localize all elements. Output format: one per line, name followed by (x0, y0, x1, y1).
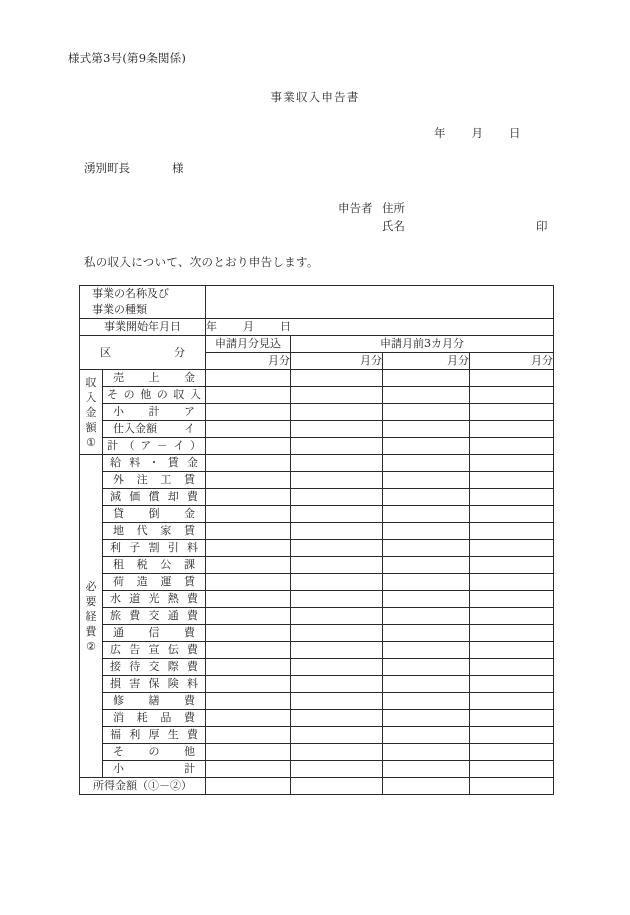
start-date-label: 事業開始年月日 (80, 319, 206, 336)
table-body (80, 286, 554, 795)
expense-row-label (103, 472, 206, 489)
expense-cell-month-2[interactable] (383, 761, 470, 778)
expense-cell-estimate[interactable] (206, 608, 291, 625)
expense-cell-estimate[interactable] (206, 744, 291, 761)
start-date-day: 日 (280, 320, 291, 333)
row-label-text: 利 子 割 引 料 (110, 541, 198, 554)
row-label-text: 水 道 光 熱 費 (110, 592, 198, 605)
expense-vertical-label-stack: 必 要 経 費 ② (85, 579, 97, 653)
income-cell-month-1[interactable] (291, 438, 383, 455)
expense-cell-month-3[interactable] (470, 472, 554, 489)
expense-cell-month-2[interactable] (383, 523, 470, 540)
expense-cell-month-3[interactable] (470, 506, 554, 523)
income-row-label (103, 438, 206, 455)
declarant-block (338, 200, 568, 236)
row-label-text: 売 上 金 (113, 371, 195, 384)
income-vertical-label (80, 370, 103, 455)
row-label-text: 計 （ ア － イ ） (107, 439, 201, 452)
expense-cell-month-3[interactable] (470, 625, 554, 642)
table-row (80, 438, 554, 455)
expense-cell-month-2[interactable] (383, 455, 470, 472)
table-row (80, 370, 554, 387)
expense-cell-month-2[interactable] (383, 744, 470, 761)
expense-cell-estimate[interactable] (206, 591, 291, 608)
expense-row-label (103, 574, 206, 591)
income-cell-month-3[interactable] (470, 387, 554, 404)
total-income-cell-month-3[interactable] (470, 778, 554, 795)
row-label-text: そ の 他 (113, 745, 195, 758)
table-row-total-income (80, 778, 554, 795)
expense-cell-month-1[interactable] (291, 472, 383, 489)
table-row (80, 625, 554, 642)
expense-cell-month-1[interactable] (291, 591, 383, 608)
expense-cell-month-1[interactable] (291, 574, 383, 591)
expense-row-label (103, 676, 206, 693)
kubun-char-2: 分 (174, 345, 185, 359)
declarant-address-label: 住所 (382, 201, 405, 215)
expense-row-label (103, 489, 206, 506)
row-label-text: 福 利 厚 生 費 (110, 728, 198, 741)
table-row (80, 404, 554, 421)
expense-cell-month-2[interactable] (383, 506, 470, 523)
expense-cell-month-1[interactable] (291, 676, 383, 693)
row-label-text: 小 計 ア (113, 405, 195, 418)
expense-cell-month-1[interactable] (291, 557, 383, 574)
income-cell-month-2[interactable] (383, 387, 470, 404)
table-row (80, 489, 554, 506)
expense-cell-month-1[interactable] (291, 540, 383, 557)
table-row (80, 659, 554, 676)
expense-cell-month-2[interactable] (383, 659, 470, 676)
total-income-cell-month-1[interactable] (291, 778, 383, 795)
form-number: 様式第3号(第9条関係) (68, 51, 187, 65)
expense-cell-estimate[interactable] (206, 523, 291, 540)
table-row-column-headers (80, 336, 554, 353)
expense-cell-estimate[interactable] (206, 625, 291, 642)
income-cell-month-3[interactable] (470, 421, 554, 438)
expense-cell-estimate[interactable] (206, 710, 291, 727)
expense-cell-estimate[interactable] (206, 506, 291, 523)
expense-row-label (103, 744, 206, 761)
expense-row-label (103, 727, 206, 744)
declarant-address-row (338, 200, 568, 218)
row-label-text: 損 害 保 険 料 (110, 677, 198, 690)
expense-cell-estimate[interactable] (206, 540, 291, 557)
header-date-day: 日 (509, 126, 521, 140)
declarant-role-label: 申告者 (338, 201, 373, 215)
table-row (80, 642, 554, 659)
income-cell-month-2[interactable] (383, 421, 470, 438)
income-cell-month-1[interactable] (291, 370, 383, 387)
income-cell-month-1[interactable] (291, 404, 383, 421)
total-income-cell-month-2[interactable] (383, 778, 470, 795)
expense-row-label (103, 608, 206, 625)
expense-cell-estimate[interactable] (206, 642, 291, 659)
expense-cell-estimate[interactable] (206, 455, 291, 472)
table-row (80, 608, 554, 625)
expense-cell-month-3[interactable] (470, 608, 554, 625)
expense-cell-month-2[interactable] (383, 710, 470, 727)
expense-cell-estimate[interactable] (206, 676, 291, 693)
expense-cell-month-3[interactable] (470, 642, 554, 659)
income-vertical-label-stack: 収 入 金 額 ① (85, 375, 97, 449)
expense-cell-month-1[interactable] (291, 693, 383, 710)
table-row (80, 676, 554, 693)
income-cell-month-3[interactable] (470, 370, 554, 387)
col-unit-month-2: 月分 (383, 353, 470, 370)
business-name-label-line2-wrap (80, 302, 205, 318)
row-label-text: 消 耗 品 費 (113, 711, 195, 724)
expense-cell-month-3[interactable] (470, 744, 554, 761)
business-name-input-cell[interactable] (206, 286, 554, 319)
expense-cell-month-1[interactable] (291, 642, 383, 659)
expense-row-label (103, 642, 206, 659)
expense-cell-estimate[interactable] (206, 472, 291, 489)
income-cell-month-1[interactable] (291, 387, 383, 404)
income-row-label (103, 387, 206, 404)
expense-cell-month-2[interactable] (383, 489, 470, 506)
expense-cell-month-1[interactable] (291, 608, 383, 625)
table-row-start-date (80, 319, 554, 336)
expense-cell-month-2[interactable] (383, 727, 470, 744)
income-cell-month-2[interactable] (383, 404, 470, 421)
expense-row-label (103, 557, 206, 574)
expense-cell-month-2[interactable] (383, 676, 470, 693)
expense-cell-month-3[interactable] (470, 659, 554, 676)
expense-row-label (103, 625, 206, 642)
expense-cell-estimate[interactable] (206, 693, 291, 710)
expense-cell-month-2[interactable] (383, 642, 470, 659)
expense-cell-estimate[interactable] (206, 727, 291, 744)
addressee-honorific: 様 (172, 161, 184, 175)
expense-row-label (103, 761, 206, 778)
table-row (80, 523, 554, 540)
expense-cell-month-2[interactable] (383, 557, 470, 574)
expense-cell-estimate[interactable] (206, 761, 291, 778)
addressee-name: 湧別町長 (84, 161, 130, 175)
header-date-line (434, 125, 521, 141)
income-cell-estimate[interactable] (206, 370, 291, 387)
expense-cell-estimate[interactable] (206, 659, 291, 676)
declarant-name-label: 氏名 (382, 219, 405, 233)
expense-row-label (103, 523, 206, 540)
col-unit-month-1: 月分 (291, 353, 383, 370)
expense-cell-estimate[interactable] (206, 489, 291, 506)
income-row-label (103, 404, 206, 421)
expense-row-label (103, 659, 206, 676)
row-label-text: 租 税 公 課 (113, 558, 195, 571)
income-cell-month-3[interactable] (470, 438, 554, 455)
kubun-char-1: 区 (100, 345, 111, 359)
table-row (80, 710, 554, 727)
table-row (80, 421, 554, 438)
col-unit-month-3: 月分 (470, 353, 554, 370)
table-row (80, 761, 554, 778)
expense-cell-month-1[interactable] (291, 455, 383, 472)
business-name-label-line1: 事業の名称及び (92, 287, 169, 300)
table-row (80, 506, 554, 523)
table-row (80, 727, 554, 744)
income-row-label (103, 370, 206, 387)
expense-row-label (103, 540, 206, 557)
row-label-text: 貸 倒 金 (113, 507, 195, 520)
row-label-text: 荷 造 運 賃 (113, 575, 195, 588)
expense-cell-month-3[interactable] (470, 523, 554, 540)
expense-cell-month-2[interactable] (383, 472, 470, 489)
income-declaration-table (79, 285, 554, 795)
document-title: 事業収入申告書 (270, 90, 360, 104)
table-row (80, 591, 554, 608)
addressee (84, 160, 184, 176)
declaration-statement: 私の収入について、次のとおり申告します。 (84, 255, 319, 269)
expense-row-label (103, 506, 206, 523)
expense-cell-month-2[interactable] (383, 608, 470, 625)
col-header-estimate: 申請月分見込 (206, 336, 291, 353)
row-label-text: 接 待 交 際 費 (110, 660, 198, 673)
row-label-text: 地 代 家 賃 (113, 524, 195, 537)
income-cell-month-1[interactable] (291, 421, 383, 438)
expense-cell-month-3[interactable] (470, 540, 554, 557)
business-name-label (80, 286, 206, 319)
total-income-label: 所得金額（①－②） (80, 778, 206, 795)
income-cell-estimate[interactable] (206, 421, 291, 438)
expense-cell-month-1[interactable] (291, 761, 383, 778)
expense-cell-month-3[interactable] (470, 489, 554, 506)
expense-cell-month-3[interactable] (470, 676, 554, 693)
expense-vertical-label (80, 455, 103, 778)
col-unit-estimate: 月分 (206, 353, 291, 370)
table-row (80, 540, 554, 557)
expense-cell-month-1[interactable] (291, 506, 383, 523)
declarant-seal-label: 印 (536, 219, 548, 233)
expense-cell-month-3[interactable] (470, 455, 554, 472)
expense-cell-month-2[interactable] (383, 574, 470, 591)
income-cell-month-2[interactable] (383, 438, 470, 455)
row-label-text: 減 価 償 却 費 (110, 490, 198, 503)
expense-cell-month-3[interactable] (470, 710, 554, 727)
table-row (80, 557, 554, 574)
expense-row-label (103, 693, 206, 710)
expense-cell-month-1[interactable] (291, 489, 383, 506)
row-label-text: 給 料 ・ 賃 金 (110, 456, 198, 469)
income-cell-month-3[interactable] (470, 404, 554, 421)
expense-cell-month-1[interactable] (291, 625, 383, 642)
income-row-label (103, 421, 206, 438)
expense-row-label (103, 455, 206, 472)
table-row (80, 455, 554, 472)
table-row (80, 693, 554, 710)
table-row (80, 574, 554, 591)
expense-cell-month-1[interactable] (291, 710, 383, 727)
expense-cell-month-3[interactable] (470, 574, 554, 591)
expense-row-label (103, 710, 206, 727)
income-cell-estimate[interactable] (206, 387, 291, 404)
income-cell-month-2[interactable] (383, 370, 470, 387)
declarant-name-row (338, 218, 568, 236)
expense-cell-month-3[interactable] (470, 727, 554, 744)
row-label-text: 広 告 宣 伝 費 (110, 643, 198, 656)
total-income-cell-estimate[interactable] (206, 778, 291, 795)
header-date-month: 月 (471, 126, 483, 140)
row-label-text: 修 繕 費 (113, 694, 195, 707)
row-label-text: 旅 費 交 通 費 (110, 609, 198, 622)
col-header-prior-three-months: 申請月前3カ月分 (291, 336, 554, 353)
table-row (80, 387, 554, 404)
header-date-year: 年 (434, 126, 446, 140)
expense-cell-month-2[interactable] (383, 625, 470, 642)
start-date-year: 年 (206, 320, 217, 333)
kubun-label (80, 336, 206, 370)
table-row (80, 472, 554, 489)
expense-cell-month-3[interactable] (470, 557, 554, 574)
expense-row-label (103, 591, 206, 608)
income-cell-estimate[interactable] (206, 404, 291, 421)
expense-cell-month-3[interactable] (470, 761, 554, 778)
expense-cell-estimate[interactable] (206, 557, 291, 574)
expense-cell-month-3[interactable] (470, 591, 554, 608)
row-label-text: そ の 他 の 収 入 (107, 388, 201, 401)
business-name-label-line2: 事業の種類 (92, 303, 147, 316)
expense-cell-month-3[interactable] (470, 693, 554, 710)
expense-cell-month-1[interactable] (291, 727, 383, 744)
row-label-text: 小 計 (113, 762, 195, 775)
income-cell-estimate[interactable] (206, 438, 291, 455)
expense-cell-month-2[interactable] (383, 540, 470, 557)
expense-cell-month-1[interactable] (291, 744, 383, 761)
row-label-text: 外 注 工 賃 (113, 473, 195, 486)
start-date-input-cell[interactable] (206, 319, 554, 336)
row-label-text: 通 信 費 (113, 626, 195, 639)
expense-cell-month-2[interactable] (383, 693, 470, 710)
row-label-text: 仕入金額 イ (113, 422, 195, 435)
table-row (80, 744, 554, 761)
expense-cell-month-2[interactable] (383, 591, 470, 608)
expense-cell-estimate[interactable] (206, 574, 291, 591)
start-date-month: 月 (243, 320, 254, 333)
expense-cell-month-1[interactable] (291, 523, 383, 540)
expense-cell-month-1[interactable] (291, 659, 383, 676)
